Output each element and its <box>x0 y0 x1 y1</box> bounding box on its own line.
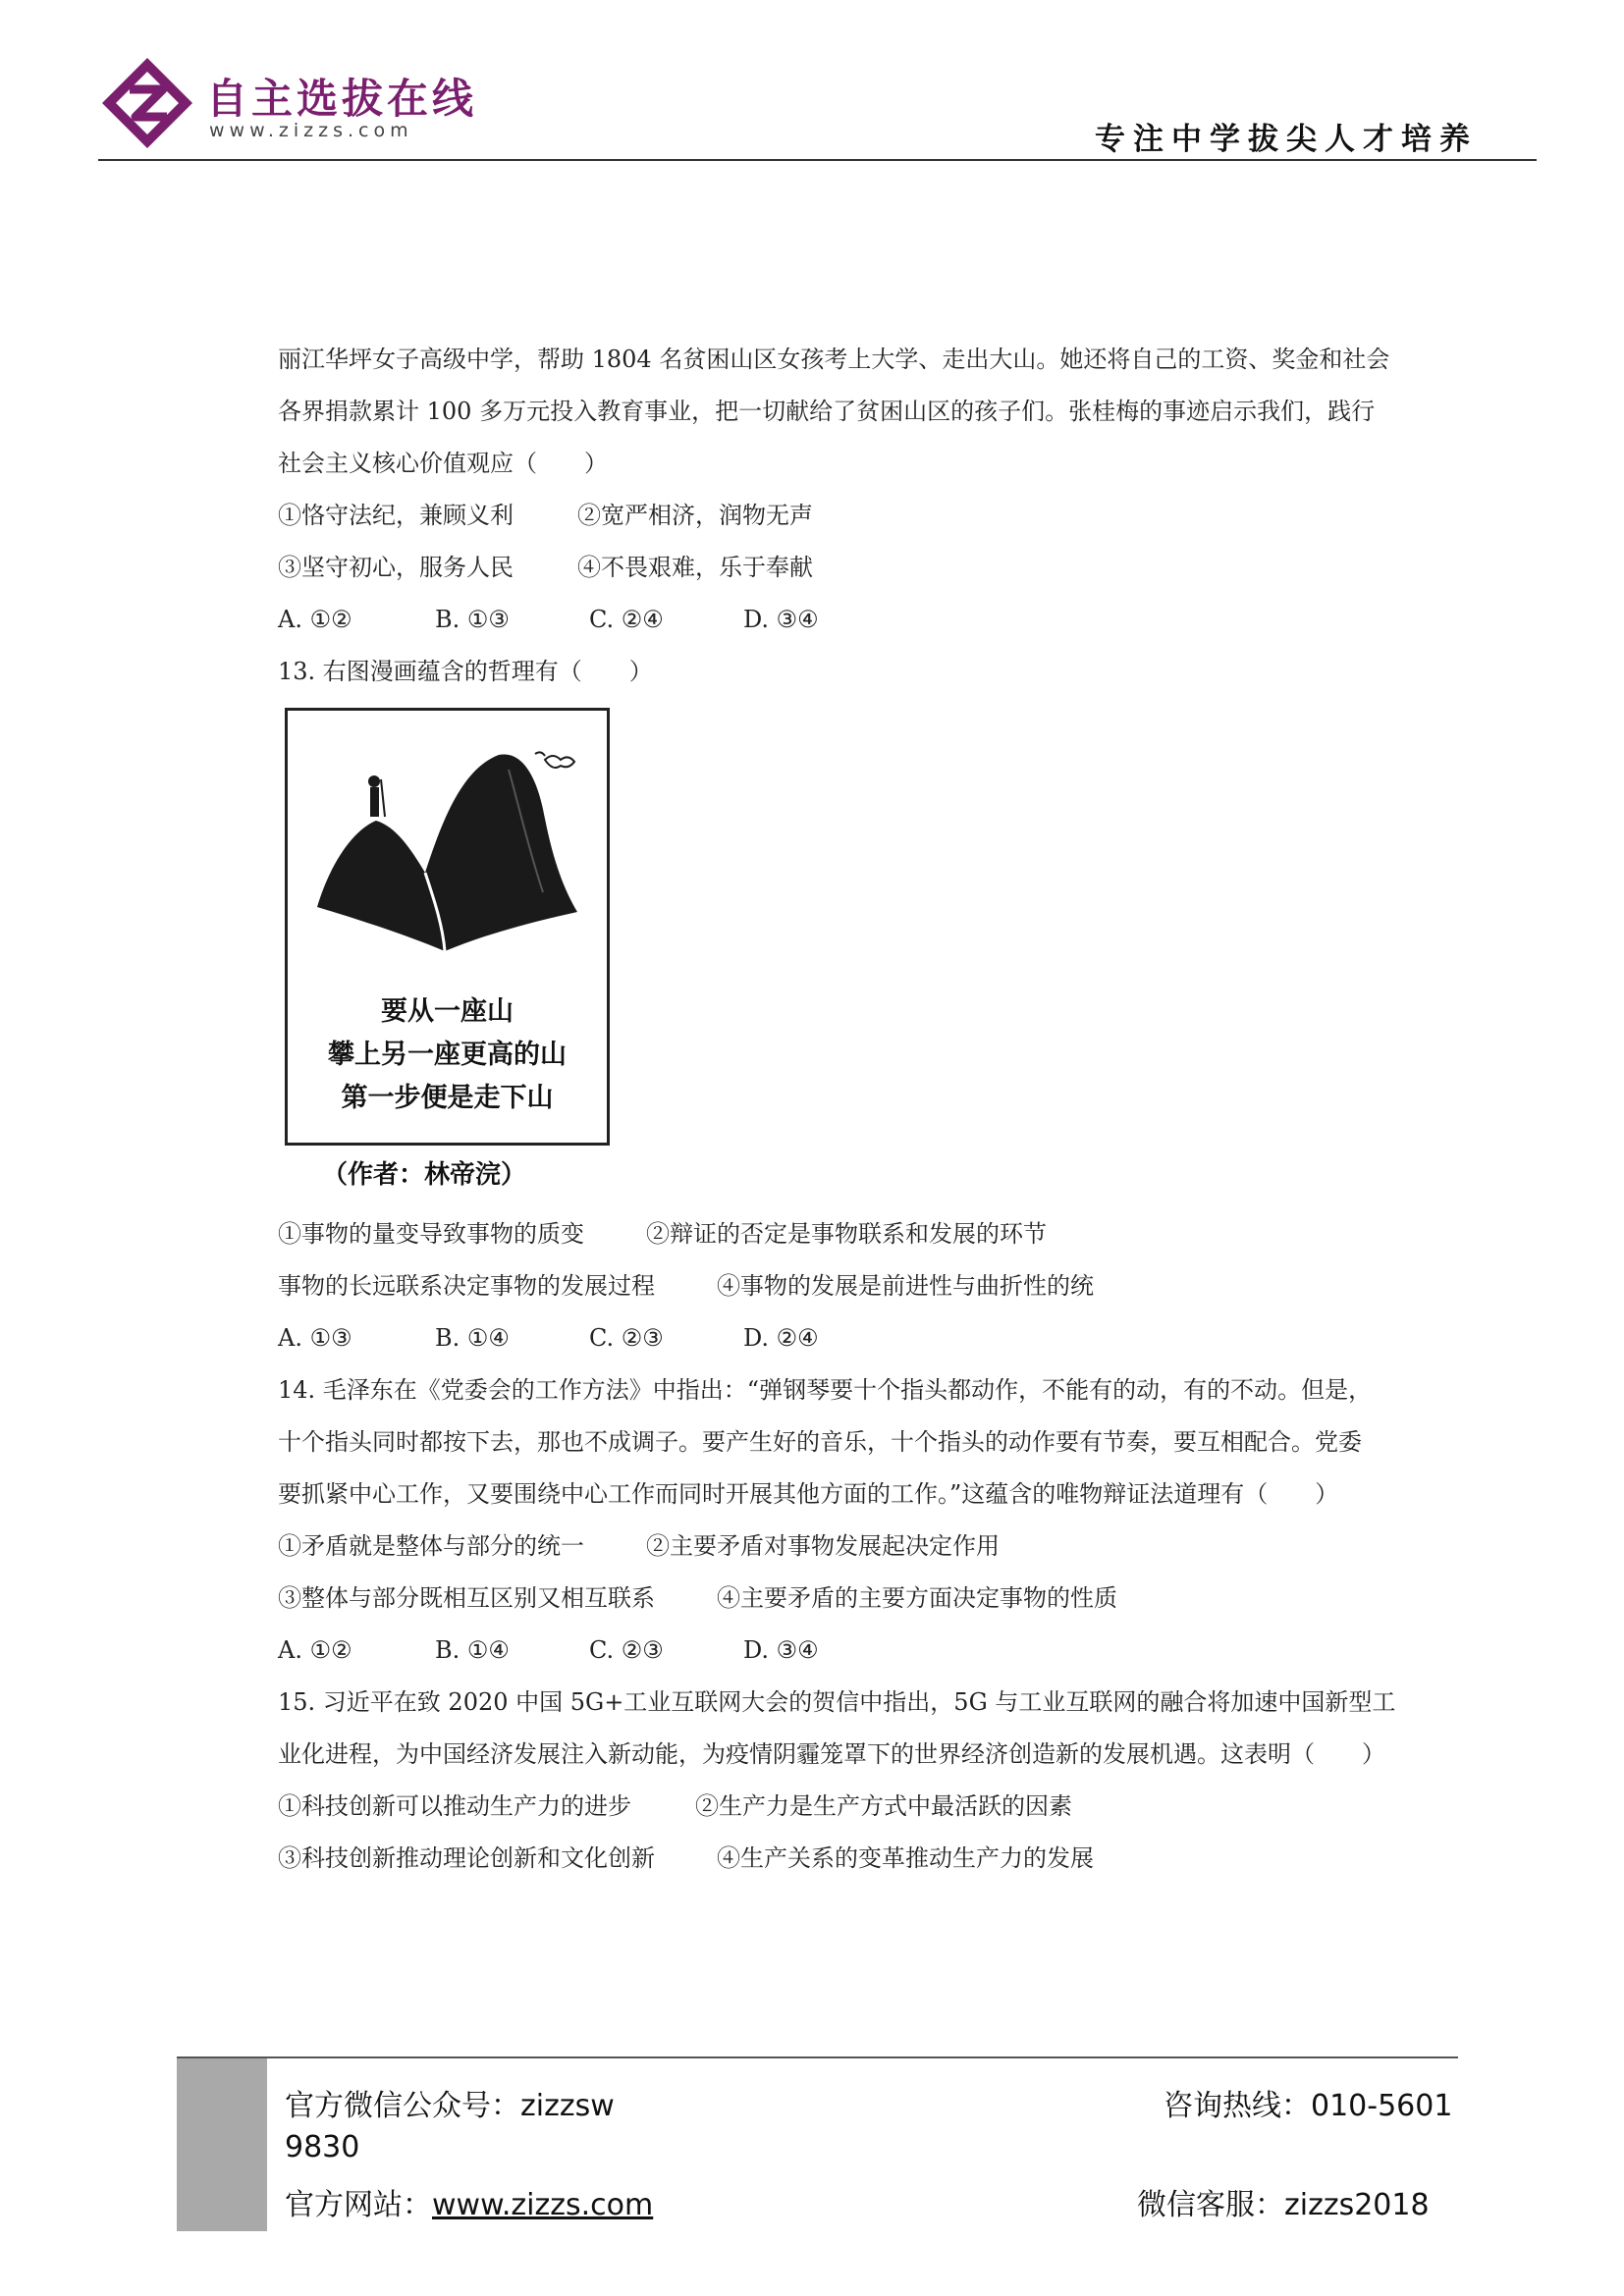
statement-2: ②主要矛盾对事物发展起决定作用 <box>646 1532 1000 1560</box>
statement-row <box>278 1833 1368 1885</box>
option-d: D. ②④ <box>743 1324 819 1352</box>
footer-accent-bar <box>177 2058 267 2231</box>
mountains-illustration <box>288 711 607 986</box>
question-stem: 13. 右图漫画蕴含的哲理有（ ） <box>278 658 653 685</box>
option-b: B. ①④ <box>435 1324 510 1352</box>
exam-content <box>278 334 1396 1885</box>
statement-1: ①事物的量变导致事物的质变 <box>278 1220 584 1248</box>
statement-4: ④不畏艰难，乐于奉献 <box>577 554 813 581</box>
logo-text: 自主选拔在线 <box>206 75 478 123</box>
statement-1: ①矛盾就是整体与部分的统一 <box>278 1532 584 1560</box>
statement-4: ④主要矛盾的主要方面决定事物的性质 <box>717 1584 1117 1612</box>
caption-line: 第一步便是走下山 <box>341 1083 554 1113</box>
statement-row <box>278 490 1368 542</box>
cartoon-frame <box>285 708 610 1146</box>
statement-row <box>278 1573 1368 1625</box>
site-link[interactable]: www.zizzs.com <box>432 2188 654 2222</box>
answer-options <box>278 1312 1368 1364</box>
hotline: 咨询热线：010-5601 <box>1164 2089 1453 2123</box>
question-14 <box>278 1364 1373 1677</box>
statement-2: ②生产力是生产方式中最活跃的因素 <box>695 1792 1072 1820</box>
option-c: C. ②④ <box>589 606 664 633</box>
wechat-account-cont: 9830 <box>285 2130 360 2164</box>
page-header <box>98 49 1537 162</box>
wechat-account: 官方微信公众号：zizzsw <box>285 2089 615 2123</box>
cartoon-figure <box>278 708 1368 1208</box>
option-b: B. ①③ <box>435 606 510 633</box>
statement-row <box>278 1781 1368 1833</box>
option-a: A. ①② <box>278 1636 352 1664</box>
option-c: C. ②③ <box>589 1324 664 1352</box>
question-text-line: 15. 习近平在致 2020 中国 5G+工业互联网大会的贺信中指出，5G 与工业互联网的融合将加速中国新型工 <box>278 1688 1396 1716</box>
hiker-figure <box>370 787 379 817</box>
zizzs-logo-icon <box>98 54 196 152</box>
header-slogan: 专注中学拔尖人才培养 <box>1095 122 1478 157</box>
answer-options <box>278 594 1368 646</box>
statement-3: ③整体与部分既相互区别又相互联系 <box>278 1584 655 1612</box>
option-d: D. ③④ <box>743 606 819 633</box>
question-15 <box>278 1677 1396 1885</box>
option-c: C. ②③ <box>589 1636 664 1664</box>
caption-line: 攀上另一座更高的山 <box>328 1040 567 1070</box>
cartoon-caption <box>288 990 607 1120</box>
site-label: 官方网站： <box>285 2188 432 2222</box>
caption-line: 要从一座山 <box>381 996 514 1027</box>
logo-url: www.zizzs.com <box>209 120 413 141</box>
question-text-line: 各界捐款累计 100 多万元投入教育事业，把一切献给了贫困山区的孩子们。张桂梅的事迹启示我们，践行 <box>278 398 1376 425</box>
statement-1: ①科技创新可以推动生产力的进步 <box>278 1792 631 1820</box>
statement-3: 事物的长远联系决定事物的发展过程 <box>278 1272 655 1300</box>
statement-1: ①恪守法纪，兼顾义利 <box>278 502 514 529</box>
answer-options <box>278 1625 1368 1677</box>
option-d: D. ③④ <box>743 1636 819 1664</box>
option-a: A. ①② <box>278 606 352 633</box>
cartoon-author: （作者：林帝浣） <box>322 1160 527 1190</box>
question-text-line: 业化进程，为中国经济发展注入新动能，为疫情阴霾笼罩下的世界经济创造新的发展机遇。这表明（ ） <box>278 1740 1385 1768</box>
official-site <box>285 2180 653 2223</box>
header-divider <box>98 159 1537 161</box>
question-13 <box>278 646 1368 1364</box>
statement-3: ③科技创新推动理论创新和文化创新 <box>278 1844 655 1872</box>
statement-4: ④生产关系的变革推动生产力的发展 <box>717 1844 1094 1872</box>
question-text-line: 丽江华坪女子高级中学，帮助 1804 名贫困山区女孩考上大学、走出大山。她还将自己的工资、奖金和社会 <box>278 346 1390 373</box>
statement-row <box>278 1521 1368 1573</box>
statement-row <box>278 542 1368 594</box>
question-text-line: 十个指头同时都按下去，那也不成调子。要产生好的音乐，十个指头的动作要有节奏，要互相配合。党委 <box>278 1428 1362 1456</box>
footer-divider <box>177 2056 1458 2058</box>
page-footer <box>177 2056 1458 2233</box>
wechat-service: 微信客服：zizzs2018 <box>1137 2188 1430 2222</box>
question-text-line: 社会主义核心价值观应（ ） <box>278 450 608 477</box>
statement-3: ③坚守初心，服务人民 <box>278 554 514 581</box>
statement-4: ④事物的发展是前进性与曲折性的统 <box>717 1272 1094 1300</box>
statement-row <box>278 1260 1368 1312</box>
option-a: A. ①③ <box>278 1324 352 1352</box>
question-12 <box>278 334 1390 646</box>
question-text-line: 要抓紧中心工作，又要围绕中心工作而同时开展其他方面的工作。”这蕴含的唯物辩证法道理有（ ） <box>278 1480 1339 1508</box>
option-b: B. ①④ <box>435 1636 510 1664</box>
statement-2: ②宽严相济，润物无声 <box>577 502 813 529</box>
statement-row <box>278 1208 1368 1260</box>
question-text-line: 14. 毛泽东在《党委会的工作方法》中指出：“弹钢琴要十个指头都动作，不能有的动，有的不动。但是， <box>278 1376 1373 1404</box>
statement-2: ②辩证的否定是事物联系和发展的环节 <box>646 1220 1047 1248</box>
